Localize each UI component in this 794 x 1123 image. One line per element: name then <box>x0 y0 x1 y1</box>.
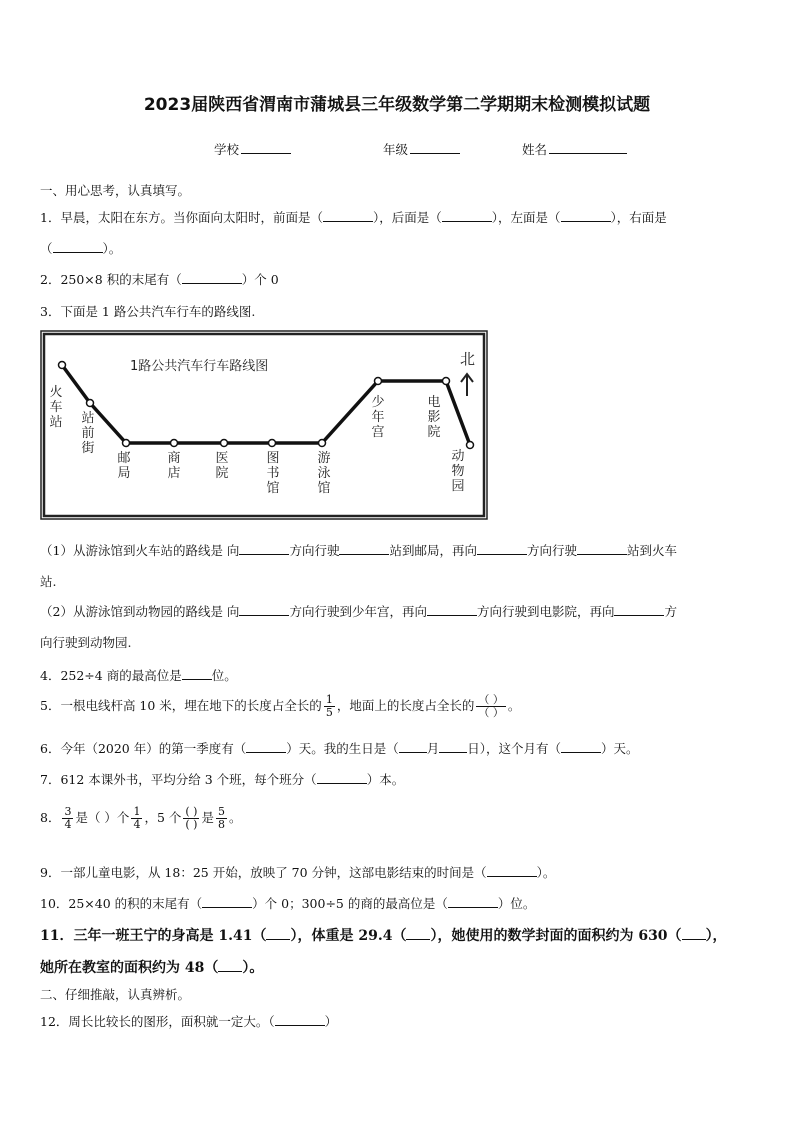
stop-dot <box>443 378 450 385</box>
stop-label: 动物园 <box>451 449 465 494</box>
answer-blank[interactable] <box>53 240 103 253</box>
stop-label: 邮局 <box>117 451 131 481</box>
question-3-1-cont: 站. <box>40 574 57 589</box>
stop-dot <box>269 440 276 447</box>
answer-blank[interactable] <box>406 927 430 940</box>
fraction-five-eighths: $\frac{5}{8}$ <box>217 805 225 831</box>
answer-blank[interactable] <box>266 927 290 940</box>
answer-blank[interactable] <box>323 209 373 222</box>
answer-blank[interactable] <box>682 927 706 940</box>
question-11: 11．三年一班王宁的身高是 1.41（ ），体重是 29.4（ ），她使用的数学封面的面积约为 630（ ）， <box>40 928 727 944</box>
question-10: 10．25×40 的积的末尾有（ ）个 0；300÷5 的商的最高位是（ ）位。 <box>40 896 536 911</box>
fraction-one-fourth: $\frac{1}{4}$ <box>133 805 141 831</box>
answer-blank[interactable] <box>246 740 286 753</box>
answer-blank[interactable] <box>614 603 664 616</box>
question-5: 5．一根电线杆高 10 米，埋在地下的长度占全长的 $\frac{1}{5}$ ，地面上的长度占全长的 $\frac{( )}{( )}$ 。 <box>40 693 521 719</box>
answer-blank[interactable] <box>448 895 498 908</box>
answer-blank[interactable] <box>561 209 611 222</box>
answer-blank[interactable] <box>218 959 242 972</box>
fraction-one-fifth: $\frac{1}{5}$ <box>325 693 333 719</box>
grade-label: 年级 <box>382 142 408 157</box>
name-label: 姓名 <box>521 142 547 157</box>
stop-dot <box>467 442 474 449</box>
stop-label: 火车站 <box>49 385 63 430</box>
fraction-three-fourths: $\frac{3}{4}$ <box>64 805 72 831</box>
answer-blank[interactable] <box>239 542 289 555</box>
section-2-heading: 二、仔细推敲，认真辨析。 <box>40 987 191 1002</box>
stop-dot <box>221 440 228 447</box>
question-6: 6．今年（2020 年）的第一季度有（ ）天。我的生日是（ 月 日），这个月有（ ）天。 <box>40 741 639 756</box>
question-7: 7．612 本课外书，平均分给 3 个班，每个班分（ ）本。 <box>40 772 405 787</box>
question-11-cont: 她所在教室的面积约为 48（ ）。 <box>40 960 264 976</box>
answer-blank[interactable] <box>442 209 492 222</box>
stop-dot <box>59 362 66 369</box>
stop-label: 电影院 <box>427 395 441 440</box>
bus-route-map <box>40 330 490 522</box>
fraction-answer-blank[interactable]: $\frac{( )}{( )}$ <box>185 805 198 831</box>
stop-dot <box>87 400 94 407</box>
north-label: 北 <box>460 350 476 368</box>
stop-dot <box>319 440 326 447</box>
answer-blank[interactable] <box>275 1013 325 1026</box>
section-1-heading: 一、用心思考，认真填写。 <box>40 183 191 198</box>
answer-blank[interactable] <box>577 542 627 555</box>
question-1: 1．早晨，太阳在东方。当你面向太阳时，前面是（ ），后面是（ ），左面是（ ），右面是 <box>40 210 667 225</box>
answer-blank[interactable] <box>487 864 537 877</box>
answer-blank[interactable] <box>439 740 467 753</box>
answer-blank[interactable] <box>477 542 527 555</box>
answer-blank[interactable] <box>182 667 212 680</box>
answer-blank[interactable] <box>561 740 601 753</box>
stop-label: 少年宫 <box>371 395 385 440</box>
stop-label: 商店 <box>167 451 181 481</box>
question-3-2-cont: 向行驶到动物园. <box>40 635 132 650</box>
question-2: 2．250×8 积的末尾有（ ）个 0 <box>40 272 279 287</box>
fraction-answer-blank[interactable]: $\frac{( )}{( )}$ <box>478 693 504 719</box>
answer-blank[interactable] <box>239 603 289 616</box>
map-title: 1路公共汽车行车路线图 <box>130 359 269 374</box>
stop-dot <box>375 378 382 385</box>
answer-blank[interactable] <box>202 895 252 908</box>
stop-dot <box>123 440 130 447</box>
stop-label: 游泳馆 <box>317 451 331 496</box>
school-blank[interactable] <box>241 141 291 154</box>
grade-blank[interactable] <box>410 141 460 154</box>
question-3-2: （2）从游泳馆到动物园的路线是 向 方向行驶到少年宫，再向 方向行驶到电影院，再向 方 <box>40 604 677 619</box>
answer-blank[interactable] <box>182 271 242 284</box>
exam-title: 2023届陕西省渭南市蒲城县三年级数学第二学期期末检测模拟试题 <box>143 95 651 115</box>
student-info-row <box>214 140 629 158</box>
stop-label: 图书馆 <box>266 451 280 496</box>
question-9: 9．一部儿童电影，从 18：25 开始，放映了 70 分钟，这部电影结束的时间是（ ）。 <box>40 865 556 880</box>
stop-label: 站前街 <box>81 411 95 456</box>
stop-dot <box>171 440 178 447</box>
answer-blank[interactable] <box>317 771 367 784</box>
question-12: 12．周长比较长的图形，面积就一定大。（ ） <box>40 1014 338 1029</box>
question-3: 3．下面是 1 路公共汽车行车的路线图. <box>40 304 256 319</box>
question-4: 4．252÷4 商的最高位是 位。 <box>40 668 237 683</box>
answer-blank[interactable] <box>339 542 389 555</box>
answer-blank[interactable] <box>427 603 477 616</box>
question-3-1: （1）从游泳馆到火车站的路线是 向 方向行驶 站到邮局，再向 方向行驶 站到火车 <box>40 543 677 558</box>
stop-label: 医院 <box>215 451 229 481</box>
name-blank[interactable] <box>549 141 627 154</box>
school-label: 学校 <box>214 142 240 157</box>
question-8: 8． $\frac{3}{4}$ 是（ ）个 $\frac{1}{4}$ ，5 个 $\frac{( )}{( )}$ 是 $\frac{5}{8}$ 。 <box>40 805 242 831</box>
answer-blank[interactable] <box>399 740 427 753</box>
question-1-cont: （ ）。 <box>40 241 122 256</box>
